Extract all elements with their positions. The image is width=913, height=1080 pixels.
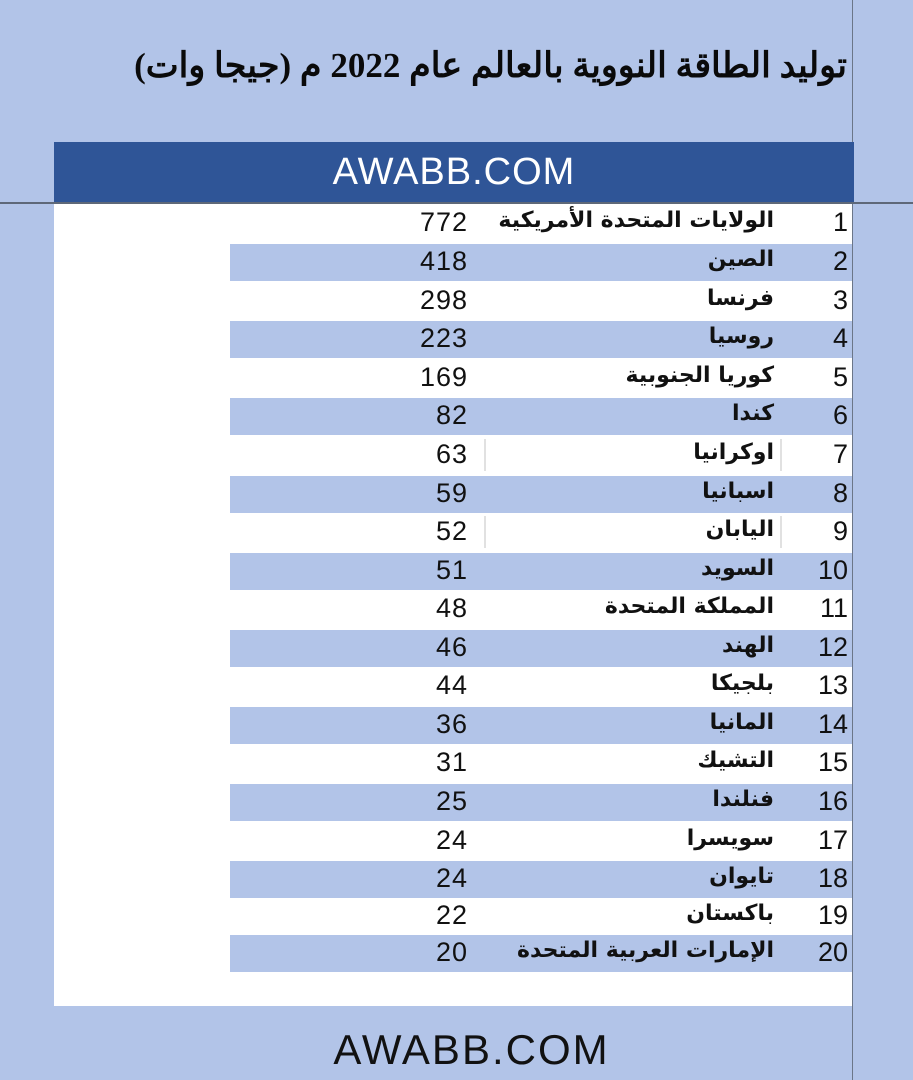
rank-number: 16	[817, 786, 848, 816]
cell-divider	[780, 516, 782, 548]
watermark-banner: AWABB.COM	[54, 142, 854, 202]
generation-value: 44	[435, 670, 468, 700]
country-name: السويد	[701, 556, 774, 581]
generation-value: 169	[419, 362, 468, 392]
generation-value: 24	[435, 825, 468, 855]
generation-value: 46	[435, 632, 468, 662]
rank-number: 7	[832, 439, 848, 469]
generation-value: 51	[435, 555, 468, 585]
table-row	[230, 244, 852, 281]
country-name: تايوان	[709, 864, 774, 889]
table-row	[230, 898, 852, 935]
generation-value: 223	[419, 323, 468, 353]
rank-number: 12	[817, 632, 848, 662]
country-name: الإمارات العربية المتحدة	[516, 938, 774, 963]
country-name: اوكرانيا	[693, 440, 774, 465]
generation-value: 418	[419, 246, 468, 276]
country-name: سويسرا	[686, 826, 774, 851]
rank-number: 18	[817, 863, 848, 893]
rank-number: 9	[832, 516, 848, 546]
table-row	[230, 283, 852, 320]
table-row	[230, 745, 852, 782]
horizontal-gridline	[0, 202, 913, 204]
table-row	[230, 784, 852, 821]
rank-number: 17	[817, 825, 848, 855]
table-row	[230, 707, 852, 744]
rank-number: 2	[832, 246, 848, 276]
cell-divider	[780, 439, 782, 471]
country-name: التشيك	[697, 748, 774, 773]
table-row	[230, 591, 852, 628]
table-row	[230, 360, 852, 397]
generation-value: 63	[435, 439, 468, 469]
footer-watermark: AWABB.COM	[333, 1026, 610, 1073]
country-name: بلجيكا	[710, 671, 774, 696]
generation-value: 22	[435, 900, 468, 930]
country-name: الهند	[721, 633, 774, 658]
rank-number: 20	[817, 937, 848, 967]
generation-value: 20	[435, 937, 468, 967]
rank-number: 8	[832, 478, 848, 508]
generation-value: 59	[435, 478, 468, 508]
rank-number: 13	[817, 670, 848, 700]
country-name: كوريا الجنوبية	[625, 363, 774, 388]
generation-value: 82	[435, 400, 468, 430]
country-name: الولايات المتحدة الأمريكية	[498, 208, 774, 233]
cell-divider	[484, 516, 486, 548]
table-row	[230, 861, 852, 898]
generation-value: 36	[435, 709, 468, 739]
table-row	[230, 398, 852, 435]
table-row	[230, 476, 852, 513]
rank-number: 10	[817, 555, 848, 585]
country-name: فنلندا	[712, 787, 774, 812]
table-row	[230, 437, 852, 474]
generation-value: 31	[435, 747, 468, 777]
rank-number: 15	[817, 747, 848, 777]
generation-value: 25	[435, 786, 468, 816]
table-row	[230, 205, 852, 242]
country-name: روسيا	[708, 324, 774, 349]
country-name: اليابان	[705, 517, 774, 542]
rank-number: 11	[819, 593, 848, 623]
country-name: المانيا	[709, 710, 774, 735]
table-row	[230, 935, 852, 972]
generation-value: 52	[435, 516, 468, 546]
country-name: الصين	[707, 247, 774, 272]
generation-value: 48	[435, 593, 468, 623]
country-name: كندا	[731, 401, 774, 426]
generation-value: 772	[419, 207, 468, 237]
rank-number: 5	[832, 362, 848, 392]
cell-divider	[484, 439, 486, 471]
rank-number: 6	[832, 400, 848, 430]
table-row	[230, 823, 852, 860]
table-row	[230, 514, 852, 551]
generation-value: 24	[435, 863, 468, 893]
generation-value: 298	[419, 285, 468, 315]
country-name: باكستان	[686, 901, 774, 926]
table-row	[230, 668, 852, 705]
table-row	[230, 321, 852, 358]
page-title: توليد الطاقة النووية بالعالم عام 2022 م (جيجا وات)	[134, 46, 847, 85]
country-name: المملكة المتحدة	[604, 594, 774, 619]
rank-number: 1	[832, 207, 848, 237]
table-row	[230, 553, 852, 590]
country-name: فرنسا	[707, 286, 774, 311]
table-row	[230, 630, 852, 667]
rank-number: 4	[832, 323, 848, 353]
rank-number: 19	[817, 900, 848, 930]
country-name: اسبانيا	[702, 479, 774, 504]
rank-number: 3	[832, 285, 848, 315]
rank-number: 14	[817, 709, 848, 739]
